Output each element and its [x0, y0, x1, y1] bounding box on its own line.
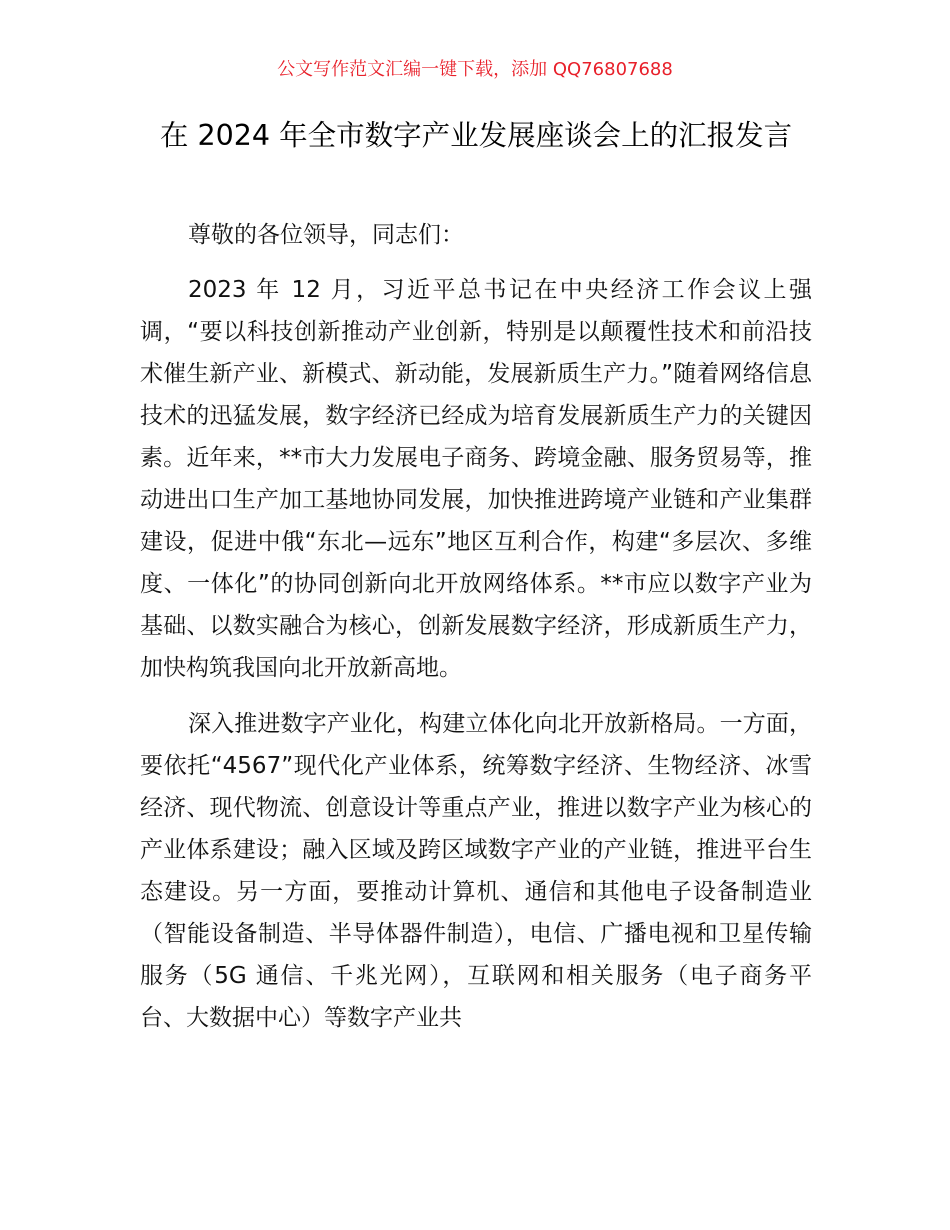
- body-paragraph-2: 深入推进数字产业化，构建立体化向北开放新格局。一方面，要依托“4567”现代化产业体系，统筹数字经济、生物经济、冰雪经济、现代物流、创意设计等重点产业，推进以数字产业为核心的产业体系建设；融入区域及跨区域数字产业的产业链，推进平台生态建设。另一方面，要推动计算机、通信和其他电子设备制造业（智能设备制造、半导体器件制造），电信、广播电视和卫星传输服务（5G 通信、千兆光网），互联网和相关服务（电子商务平台、大数据中心）等数字产业共: [140, 711, 812, 1031]
- document-title: 在 2024 年全市数字产业发展座谈会上的汇报发言: [159, 119, 793, 152]
- download-promo-banner: 公文写作范文汇编一键下载，添加 QQ76807688: [277, 59, 673, 80]
- salutation: 尊敬的各位领导，同志们：: [188, 222, 464, 248]
- document-body: [140, 214, 812, 1053]
- body-paragraph-1: 2023 年 12 月，习近平总书记在中央经济工作会议上强调，“要以科技创新推动产业创新，特别是以颠覆性技术和前沿技术催生新产业、新模式、新动能，发展新质生产力。”随着网络信息技术的迅猛发展，数字经济已经成为培育发展新质生产力的关键因素。近年来，**市大力发展电子商务、跨境金融、服务贸易等，推动进出口生产加工基地协同发展，加快推进跨境产业链和产业集群建设，促进中俄“东北—远东”地区互利合作，构建“多层次、多维度、一体化”的协同创新向北开放网络体系。**市应以数字产业为基础、以数实融合为核心，创新发展数字经济，形成新质生产力，加快构筑我国向北开放新高地。: [140, 277, 812, 681]
